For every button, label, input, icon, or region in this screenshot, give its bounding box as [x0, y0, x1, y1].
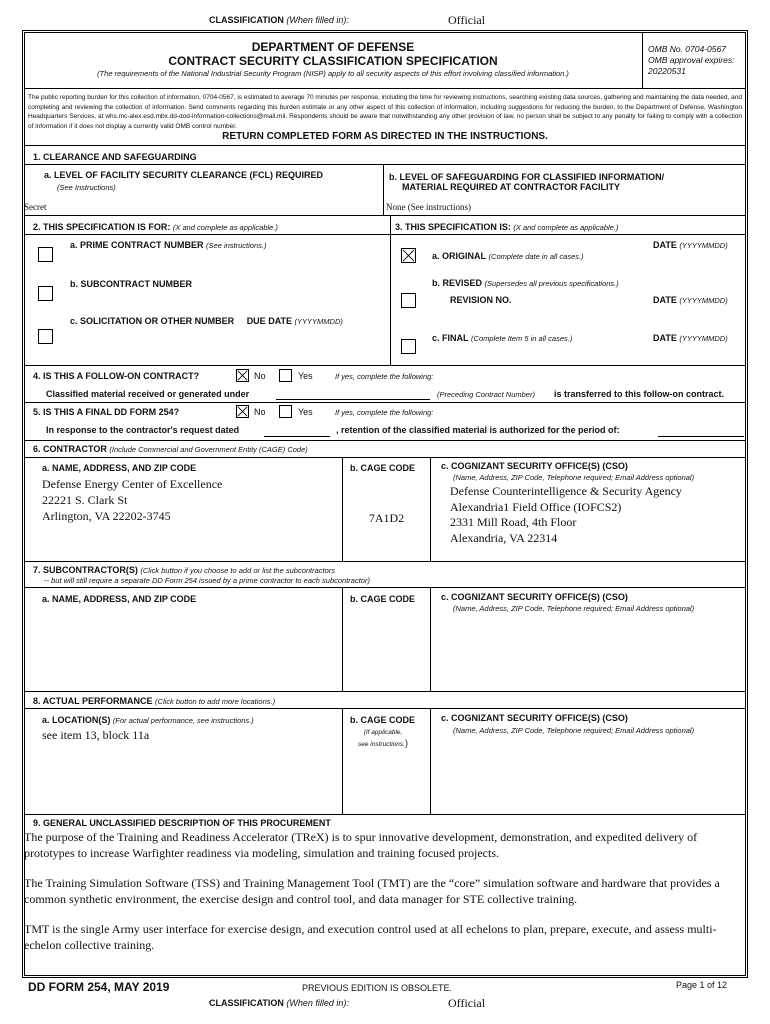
s8-a-value[interactable]: see item 13, block 11a	[42, 728, 150, 742]
s3-c-date-note: (YYYYMMDD)	[679, 334, 728, 343]
s8-c-label: c. COGNIZANT SECURITY OFFICE(S) (CSO)	[441, 713, 628, 723]
s6-city: Arlington, VA 22202-3745	[42, 509, 171, 523]
s3-a-date: DATE	[653, 240, 677, 250]
s1-a-value[interactable]: Secret	[24, 202, 47, 212]
s5-date-field[interactable]	[264, 436, 330, 437]
s2-a-label: a. PRIME CONTRACT NUMBER	[70, 240, 204, 250]
s8-b-label: b. CAGE CODE	[350, 715, 416, 725]
s8-title-row	[33, 696, 275, 706]
s4-contract-field[interactable]	[276, 399, 430, 400]
s8-title: 8. ACTUAL PERFORMANCE	[33, 696, 153, 706]
s7-b-label: b. CAGE CODE	[350, 594, 416, 604]
burden-statement: The public reporting burden for this collection of information, 0704-0567, is estimated to average 70 minutes per response, including the time for reviewing instructions, searching existing data sources, gathering and maintaining the data needed, and completing and reviewing the collection of information. Send comments regarding this burden estimate or any other aspect of this collection of information, including suggestions for reducing the burden, to the Department of Defense, Washington Headquarters Services, at whs.mc-alex.esd.mbx.dd-dod-information-collections@mail.mil. Respondents should be aware that notwithstanding any other provision of law, no person shall be subject to any penalty for failing to comply with a collection of information if it does not display a currently valid OMB control number.	[28, 94, 742, 130]
s8-b-note	[343, 728, 423, 750]
s3-c-date-label	[653, 333, 728, 343]
s3-c-date: DATE	[653, 333, 677, 343]
s8-b-note1: (If applicable,	[363, 729, 403, 736]
s1-b-label2: MATERIAL REQUIRED AT CONTRACTOR FACILITY	[402, 182, 620, 192]
s3-c-row	[432, 333, 572, 343]
s3-a-row	[432, 251, 584, 261]
s7-title-note: (Click button if you choose to add or list the subcontractors	[140, 566, 336, 575]
s1-a-note: (See Instructions)	[57, 183, 116, 192]
s2-a-row	[70, 240, 266, 250]
s4-if-yes: If yes, complete the following:	[335, 372, 434, 381]
s2-a-checkbox[interactable]	[38, 247, 53, 262]
s3-b-note: (Supersedes all previous specifications.)	[484, 279, 619, 288]
s7-title-row	[33, 565, 335, 575]
check-x-icon	[237, 406, 248, 417]
omb-number: OMB No. 0704-0567	[648, 44, 726, 54]
s3-b-label: b. REVISED	[432, 278, 483, 288]
s3-b-date-label	[653, 295, 728, 305]
s8-a-note: (For actual performance, see instructions.)	[112, 716, 254, 725]
s4-no-label: No	[254, 371, 266, 381]
s8-b-paren: )	[404, 738, 408, 748]
s3-c-checkbox[interactable]	[401, 339, 416, 354]
s8-b-note2: see instructions.	[358, 741, 405, 748]
s3-b-rev: REVISION NO.	[450, 295, 512, 305]
s6-title-note: (Include Commercial and Government Entity (CAGE) Code)	[109, 445, 308, 454]
s3-c-note: (Complete Item 5 in all cases.)	[471, 334, 573, 343]
s2-c-row	[70, 316, 343, 326]
s3-title-row	[395, 222, 618, 232]
s6-cso2: Alexandria1 Field Office (IOFCS2)	[450, 499, 622, 514]
s3-a-checkbox[interactable]	[401, 248, 416, 263]
footer-page: Page 1 of 12	[676, 980, 728, 990]
s4-line-b: is transferred to this follow-on contract.	[554, 389, 725, 399]
s5-period-field[interactable]	[658, 436, 744, 437]
s6-cage-value[interactable]: 7A1D2	[368, 511, 405, 525]
s2-b-label: b. SUBCONTRACT NUMBER	[70, 279, 192, 289]
s6-c-note: (Name, Address, ZIP Code, Telephone required; Email Address optional)	[453, 473, 695, 482]
form-subtitle: (The requirements of the National Industrial Security Program (NISP) apply to all security aspects of this effort involving classified information.)	[97, 69, 569, 78]
classification-bottom	[209, 998, 349, 1008]
s4-line-a: Classified material received or generated under	[46, 389, 250, 399]
s6-name: Defense Energy Center of Excellence	[42, 477, 223, 491]
s4-yes-checkbox[interactable]	[279, 369, 292, 382]
classification-bottom-label: CLASSIFICATION	[209, 998, 284, 1008]
s2-title: 2. THIS SPECIFICATION IS FOR:	[33, 222, 171, 232]
s3-b-date: DATE	[653, 295, 677, 305]
s3-a-note: (Complete date in all cases.)	[488, 252, 584, 261]
omb-exp-label: OMB approval expires:	[648, 55, 735, 65]
omb-block	[648, 44, 734, 77]
s2-title-row	[33, 222, 278, 232]
s5-if-yes: If yes, complete the following:	[335, 408, 434, 417]
s4-line-note: (Preceding Contract Number)	[437, 390, 535, 399]
s6-cso-address[interactable]	[450, 484, 682, 546]
classification-top-value: Official	[448, 13, 486, 27]
s7-a-label: a. NAME, ADDRESS, AND ZIP CODE	[42, 594, 197, 604]
s3-title-note: (X and complete as applicable.)	[513, 223, 619, 232]
s3-a-label: a. ORIGINAL	[432, 251, 487, 261]
s5-yes-label: Yes	[298, 407, 313, 417]
s5-line-b: , retention of the classified material is authorized for the period of:	[336, 425, 620, 435]
s4-yes-label: Yes	[298, 371, 313, 381]
s3-a-date-label	[653, 240, 728, 250]
s6-c-label: c. COGNIZANT SECURITY OFFICE(S) (CSO)	[441, 461, 628, 471]
s5-no-checkbox[interactable]	[236, 405, 249, 418]
s3-title: 3. THIS SPECIFICATION IS:	[395, 222, 511, 232]
omb-exp-date: 20220531	[648, 66, 686, 76]
s2-c-checkbox[interactable]	[38, 329, 53, 344]
footer-obsolete: PREVIOUS EDITION IS OBSOLETE.	[302, 983, 453, 993]
s2-c-due-note: (YYYYMMDD)	[294, 317, 343, 326]
s5-yes-checkbox[interactable]	[279, 405, 292, 418]
s1-b-value[interactable]: None (See instructions)	[386, 202, 471, 212]
dept-title: DEPARTMENT OF DEFENSE	[251, 40, 415, 54]
s6-cso4: Alexandria, VA 22314	[450, 530, 558, 545]
s5-line-a: In response to the contractor's request dated	[46, 425, 240, 435]
s3-b-row	[432, 278, 619, 288]
s8-c-note: (Name, Address, ZIP Code, Telephone required; Email Address optional)	[453, 726, 695, 735]
s3-b-date-note: (YYYYMMDD)	[679, 296, 728, 305]
s1-b-label1: b. LEVEL OF SAFEGUARDING FOR CLASSIFIED INFORMATION/	[389, 172, 665, 182]
s2-title-note: (X and complete as applicable.)	[172, 223, 278, 232]
s3-b-checkbox[interactable]	[401, 293, 416, 308]
s7-c-label: c. COGNIZANT SECURITY OFFICE(S) (CSO)	[441, 592, 628, 602]
classification-label: CLASSIFICATION	[209, 15, 284, 25]
s2-c-due: DUE DATE	[246, 316, 293, 326]
s8-a-label: a. LOCATION(S)	[42, 715, 111, 725]
s9-p3: TMT is the single Army user interface for exercise design, and execution control used at all echelons to plan, prepare, execute, and assess multi-echelon collective training.	[24, 922, 717, 952]
s4-no-checkbox[interactable]	[236, 369, 249, 382]
s7-c-note: (Name, Address, ZIP Code, Telephone required; Email Address optional)	[453, 604, 695, 613]
classification-when: (When filled in):	[286, 15, 349, 25]
s3-a-date-note: (YYYYMMDD)	[679, 241, 728, 250]
s9-title: 9. GENERAL UNCLASSIFIED DESCRIPTION OF THIS PROCUREMENT	[33, 818, 331, 828]
form-title: CONTRACT SECURITY CLASSIFICATION SPECIFICATION	[168, 54, 498, 68]
footer-form-id: DD FORM 254, MAY 2019	[28, 980, 170, 994]
s4-title: 4. IS THIS A FOLLOW-ON CONTRACT?	[33, 371, 200, 381]
s6-b-label: b. CAGE CODE	[350, 463, 416, 473]
s6-a-label: a. NAME, ADDRESS, AND ZIP CODE	[42, 463, 197, 473]
s2-c-label: c. SOLICITATION OR OTHER NUMBER	[70, 316, 235, 326]
s9-p2: The Training Simulation Software (TSS) and Training Management Tool (TMT) are the “core” simulation software and hardware that provides a common synthetic environment, the exercise design and control tool, and data manager for STE collective training.	[24, 876, 720, 906]
s6-title: 6. CONTRACTOR	[33, 444, 107, 454]
s6-cso1: Defense Counterintelligence & Security Agency	[450, 484, 682, 498]
s6-title-row	[33, 444, 308, 454]
s7-title-note2: -- but will still require a separate DD Form 254 issued by a prime contractor to each subcontractor)	[44, 576, 370, 585]
s5-no-label: No	[254, 407, 266, 417]
s2-b-checkbox[interactable]	[38, 286, 53, 301]
return-instruction: RETURN COMPLETED FORM AS DIRECTED IN THE INSTRUCTIONS.	[222, 131, 548, 142]
s1-a-label: a. LEVEL OF FACILITY SECURITY CLEARANCE (FCL) REQUIRED	[44, 170, 324, 180]
s6-street: 22221 S. Clark St	[42, 493, 128, 507]
s8-title-note: (Click button to add more locations.)	[155, 697, 276, 706]
s9-description[interactable]	[24, 829, 740, 953]
s9-p1: The purpose of the Training and Readiness Accelerator (TReX) is to spur innovative development, demonstration, and expedited delivery of prototypes to increase Warfighter readiness via modeling, simulation and training focused projects.	[24, 830, 698, 860]
s8-a-row	[42, 715, 254, 725]
s3-c-label: c. FINAL	[432, 333, 469, 343]
s7-title: 7. SUBCONTRACTOR(S)	[33, 565, 138, 575]
check-x-icon	[237, 370, 248, 381]
classification-top	[209, 15, 349, 25]
s5-title: 5. IS THIS A FINAL DD FORM 254?	[33, 407, 180, 417]
classification-bottom-when: (When filled in):	[286, 998, 349, 1008]
s2-a-note: (See instructions.)	[206, 241, 267, 250]
s6-cso3: 2331 Mill Road, 4th Floor	[450, 515, 577, 529]
classification-bottom-value: Official	[448, 996, 486, 1010]
s1-title: 1. CLEARANCE AND SAFEGUARDING	[33, 152, 197, 162]
s6-contractor-address[interactable]	[42, 476, 222, 524]
check-x-icon	[402, 249, 415, 262]
